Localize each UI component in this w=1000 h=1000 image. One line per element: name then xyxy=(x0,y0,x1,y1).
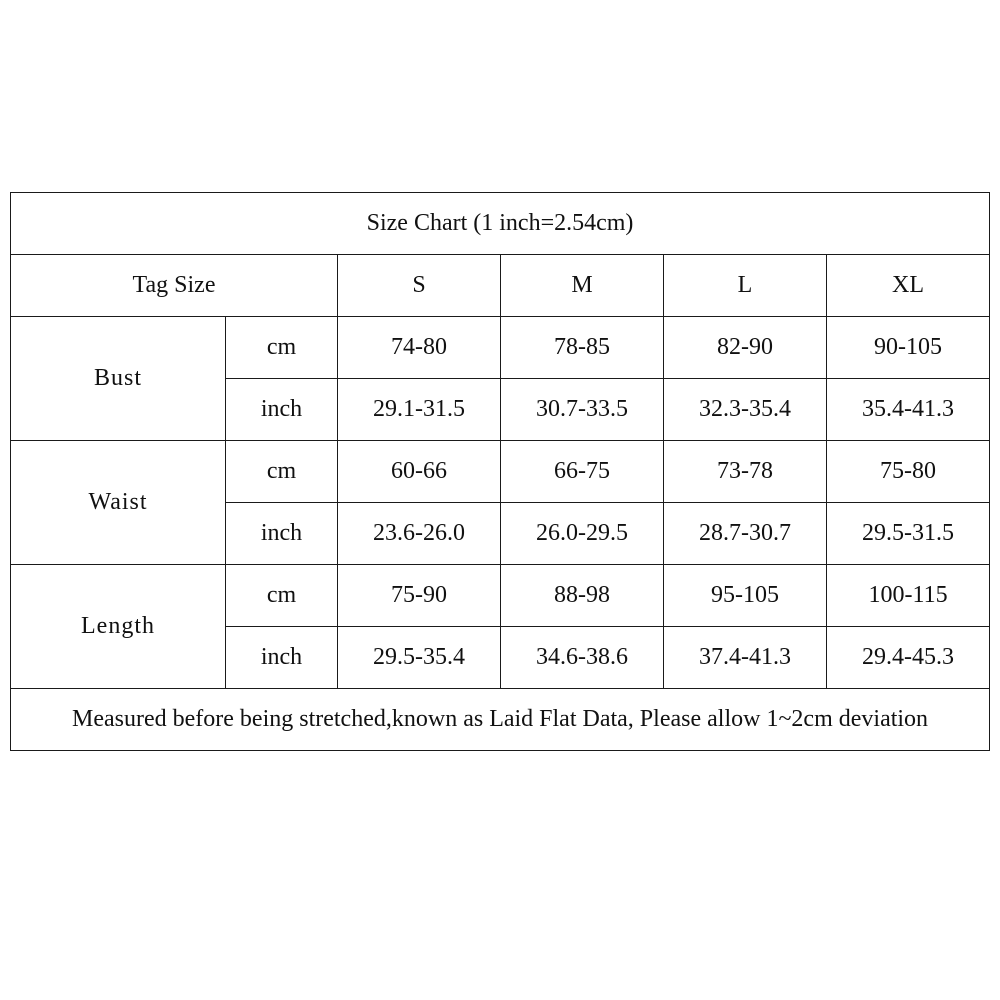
value-cell: 73-78 xyxy=(664,441,827,503)
value-cell: 95-105 xyxy=(664,565,827,627)
value-cell: 23.6-26.0 xyxy=(338,503,501,565)
header-tag-size: Tag Size xyxy=(11,255,338,317)
table-row-header xyxy=(11,255,990,317)
table-row-footnote xyxy=(11,689,990,751)
chart-footnote: Measured before being stretched,known as Laid Flat Data, Please allow 1~2cm deviation xyxy=(11,689,990,751)
group-label-bust: Bust xyxy=(11,317,226,441)
value-cell: 74-80 xyxy=(338,317,501,379)
unit-cell: cm xyxy=(226,565,338,627)
value-cell: 28.7-30.7 xyxy=(664,503,827,565)
header-size-s: S xyxy=(338,255,501,317)
value-cell: 29.5-35.4 xyxy=(338,627,501,689)
unit-cell: cm xyxy=(226,317,338,379)
table-row xyxy=(11,565,990,627)
value-cell: 29.1-31.5 xyxy=(338,379,501,441)
value-cell: 75-90 xyxy=(338,565,501,627)
header-size-xl: XL xyxy=(827,255,990,317)
value-cell: 82-90 xyxy=(664,317,827,379)
header-size-l: L xyxy=(664,255,827,317)
value-cell: 29.4-45.3 xyxy=(827,627,990,689)
size-chart-table xyxy=(10,192,990,751)
group-label-length: Length xyxy=(11,565,226,689)
value-cell: 26.0-29.5 xyxy=(501,503,664,565)
value-cell: 29.5-31.5 xyxy=(827,503,990,565)
table-row xyxy=(11,441,990,503)
table-row-title xyxy=(11,193,990,255)
group-label-waist: Waist xyxy=(11,441,226,565)
value-cell: 90-105 xyxy=(827,317,990,379)
unit-cell: inch xyxy=(226,627,338,689)
value-cell: 100-115 xyxy=(827,565,990,627)
value-cell: 75-80 xyxy=(827,441,990,503)
value-cell: 60-66 xyxy=(338,441,501,503)
size-chart-container xyxy=(10,192,990,751)
unit-cell: inch xyxy=(226,379,338,441)
unit-cell: inch xyxy=(226,503,338,565)
chart-title: Size Chart (1 inch=2.54cm) xyxy=(11,193,990,255)
table-row xyxy=(11,317,990,379)
value-cell: 78-85 xyxy=(501,317,664,379)
value-cell: 32.3-35.4 xyxy=(664,379,827,441)
value-cell: 66-75 xyxy=(501,441,664,503)
header-size-m: M xyxy=(501,255,664,317)
value-cell: 37.4-41.3 xyxy=(664,627,827,689)
unit-cell: cm xyxy=(226,441,338,503)
value-cell: 35.4-41.3 xyxy=(827,379,990,441)
value-cell: 88-98 xyxy=(501,565,664,627)
value-cell: 34.6-38.6 xyxy=(501,627,664,689)
value-cell: 30.7-33.5 xyxy=(501,379,664,441)
